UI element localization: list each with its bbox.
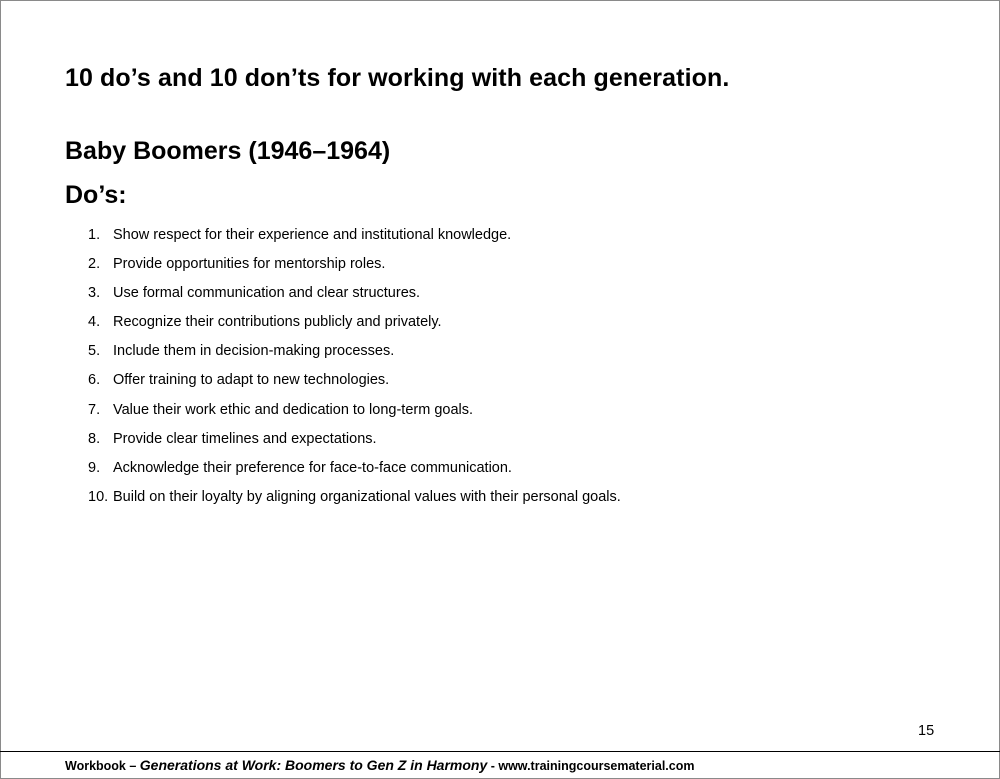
- list-item-number: 2.: [88, 256, 101, 273]
- list-item-number: 10.: [88, 488, 109, 505]
- list-item: [88, 371, 621, 400]
- list-item-number: 6.: [88, 372, 101, 389]
- footer-website: - www.trainingcoursematerial.com: [487, 759, 695, 773]
- list-item: [88, 284, 621, 313]
- dos-heading: Do’s:: [65, 181, 127, 209]
- list-item: [88, 313, 621, 342]
- section-heading: Baby Boomers (1946–1964): [65, 137, 391, 165]
- list-item-text: Offer training to adapt to new technologies.: [113, 372, 390, 389]
- list-item-number: 5.: [88, 343, 101, 360]
- footer-divider: [0, 751, 1000, 752]
- footer-book-title: Generations at Work: Boomers to Gen Z in Harmony: [139, 757, 488, 773]
- list-item-text: Value their work ethic and dedication to long-term goals.: [113, 401, 474, 418]
- list-item-text: Show respect for their experience and institutional knowledge.: [113, 227, 512, 243]
- list-item-number: 9.: [88, 459, 101, 476]
- list-item-number: 4.: [88, 314, 101, 331]
- list-item: [88, 226, 621, 255]
- list-item-text: Recognize their contributions publicly and privately.: [113, 314, 442, 331]
- list-item: [88, 255, 621, 284]
- list-item-text: Use formal communication and clear structures.: [113, 285, 421, 302]
- list-item: [88, 459, 621, 488]
- list-item: [88, 342, 621, 371]
- dos-list: [88, 226, 621, 517]
- list-item: [88, 401, 621, 430]
- list-item-text: Acknowledge their preference for face-to-face communication.: [113, 459, 512, 476]
- list-item-number: 8.: [88, 430, 101, 447]
- list-item-text: Build on their loyalty by aligning organizational values with their personal goals.: [113, 488, 621, 505]
- list-item-text: Provide opportunities for mentorship roles.: [113, 256, 386, 273]
- list-item: [88, 488, 621, 517]
- footer: [65, 757, 694, 773]
- footer-prefix: Workbook –: [65, 759, 140, 773]
- list-item-text: Provide clear timelines and expectations.: [113, 430, 377, 447]
- list-item-number: 3.: [88, 285, 101, 302]
- list-item-text: Include them in decision-making processes.: [113, 343, 395, 360]
- list-item-number: 1.: [88, 227, 101, 243]
- page-number: 15: [918, 723, 935, 739]
- list-item-number: 7.: [88, 401, 101, 418]
- page-title: 10 do’s and 10 don’ts for working with each generation.: [65, 64, 730, 92]
- list-item: [88, 430, 621, 459]
